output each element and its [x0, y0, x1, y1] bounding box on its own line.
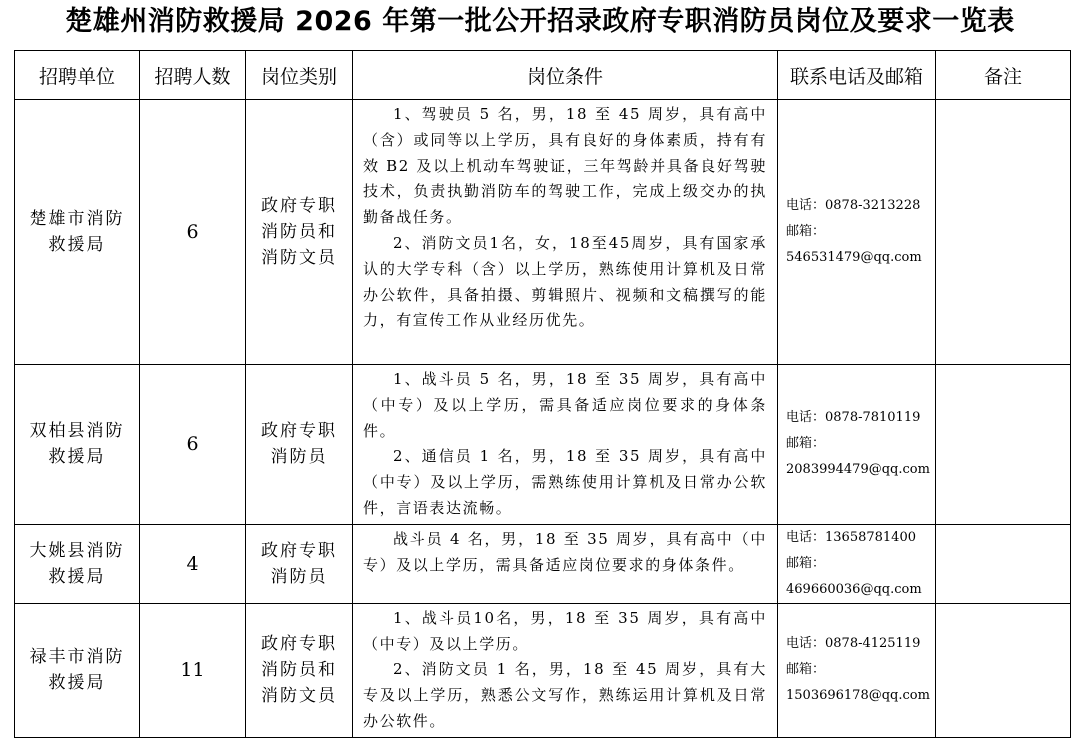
contact-cell: [778, 365, 936, 525]
contact-cell: [778, 524, 936, 603]
contact-cell: [778, 603, 936, 737]
table-header-row: [15, 51, 1071, 100]
requirements-cell: [353, 524, 778, 603]
type-cell: 政府专职 消防员: [246, 365, 353, 525]
header-contact: 联系电话及邮箱: [778, 51, 936, 100]
email-text: 469660036@qq.com: [786, 581, 922, 597]
header-unit: 招聘单位: [15, 51, 140, 100]
unit-cell: 禄丰市消防 救援局: [15, 603, 140, 737]
email-text: 1503696178@qq.com: [786, 688, 930, 704]
phone-text: 电话：0878-3213228: [786, 198, 921, 213]
requirement-paragraph: 1、驾驶员 5 名，男，18 至 45 周岁，具有高中（含）或同等以上学历，具有良好的身体素质，持有有效 B2 及以上机动车驾驶证，三年驾龄并具备良好驾驶技术，负责执勤消防车的驾驶工作，完成上级交办的执勤备战任务。: [363, 105, 767, 227]
email-text: 546531479@qq.com: [786, 250, 922, 265]
notes-cell: [936, 603, 1071, 737]
header-type: 岗位类别: [246, 51, 353, 100]
requirement-paragraph: 2、通信员 1 名，男，18 至 35 周岁，具有高中（中专）及以上学历，需熟练使用计算机及日常办公软件，言语表达流畅。: [363, 447, 767, 517]
requirements-cell: [353, 603, 778, 737]
requirement-paragraph: 1、战斗员 5 名，男，18 至 35 周岁，具有高中（中专）及以上学历，需具备适应岗位要求的身体条件。: [363, 370, 767, 440]
email-label: 邮箱：: [786, 662, 826, 678]
header-count: 招聘人数: [140, 51, 246, 100]
email-label: 邮箱：: [786, 555, 826, 571]
count-cell: 6: [140, 365, 246, 525]
requirements-cell: [353, 100, 778, 365]
requirement-paragraph: 战斗员 4 名，男，18 至 35 周岁，具有高中（中专）及以上学历，需具备适应岗位要求的身体条件。: [363, 529, 767, 574]
document-title: 楚雄州消防救援局 2026 年第一批公开招录政府专职消防员岗位及要求一览表: [65, 6, 1015, 37]
email-text: 2083994479@qq.com: [786, 462, 930, 478]
notes-cell: [936, 100, 1071, 365]
requirement-paragraph: 2、消防文员 1 名，男，18 至 45 周岁，具有大专及以上学历，熟悉公文写作，熟练运用计算机及日常办公软件。: [363, 660, 767, 730]
requirements-cell: [353, 365, 778, 525]
count-cell: 11: [140, 603, 246, 737]
requirement-paragraph: 2、消防文员1名，女，18至45周岁，具有国家承认的大学专科（含）以上学历，熟练使用计算机及日常办公软件，具备拍摄、剪辑照片、视频和文稿撰写的能力，有宣传工作从业经历优先。: [363, 233, 767, 330]
type-cell: 政府专职 消防员和 消防文员: [246, 603, 353, 737]
email-label: 邮箱：: [786, 224, 826, 239]
count-cell: 6: [140, 100, 246, 365]
unit-cell: 双柏县消防 救援局: [15, 365, 140, 525]
header-notes: 备注: [936, 51, 1071, 100]
recruitment-table: [14, 50, 1071, 738]
requirement-paragraph: 1、战斗员10名，男，18 至 35 周岁，具有高中（中专）及以上学历。: [363, 608, 767, 653]
table-row: [15, 100, 1071, 365]
contact-cell: [778, 100, 936, 365]
table-row: [15, 365, 1071, 525]
count-cell: 4: [140, 524, 246, 603]
unit-cell: 大姚县消防 救援局: [15, 524, 140, 603]
phone-text: 电话：13658781400: [786, 529, 916, 545]
table-row: [15, 603, 1071, 737]
notes-cell: [936, 524, 1071, 603]
type-cell: 政府专职 消防员: [246, 524, 353, 603]
phone-text: 电话：0878-7810119: [786, 410, 921, 426]
unit-cell: 楚雄市消防 救援局: [15, 100, 140, 365]
type-cell: 政府专职 消防员和 消防文员: [246, 100, 353, 365]
email-label: 邮箱：: [786, 436, 826, 452]
phone-text: 电话：0878-4125119: [786, 636, 921, 652]
notes-cell: [936, 365, 1071, 525]
table-row: [15, 524, 1071, 603]
header-requirements: 岗位条件: [353, 51, 778, 100]
